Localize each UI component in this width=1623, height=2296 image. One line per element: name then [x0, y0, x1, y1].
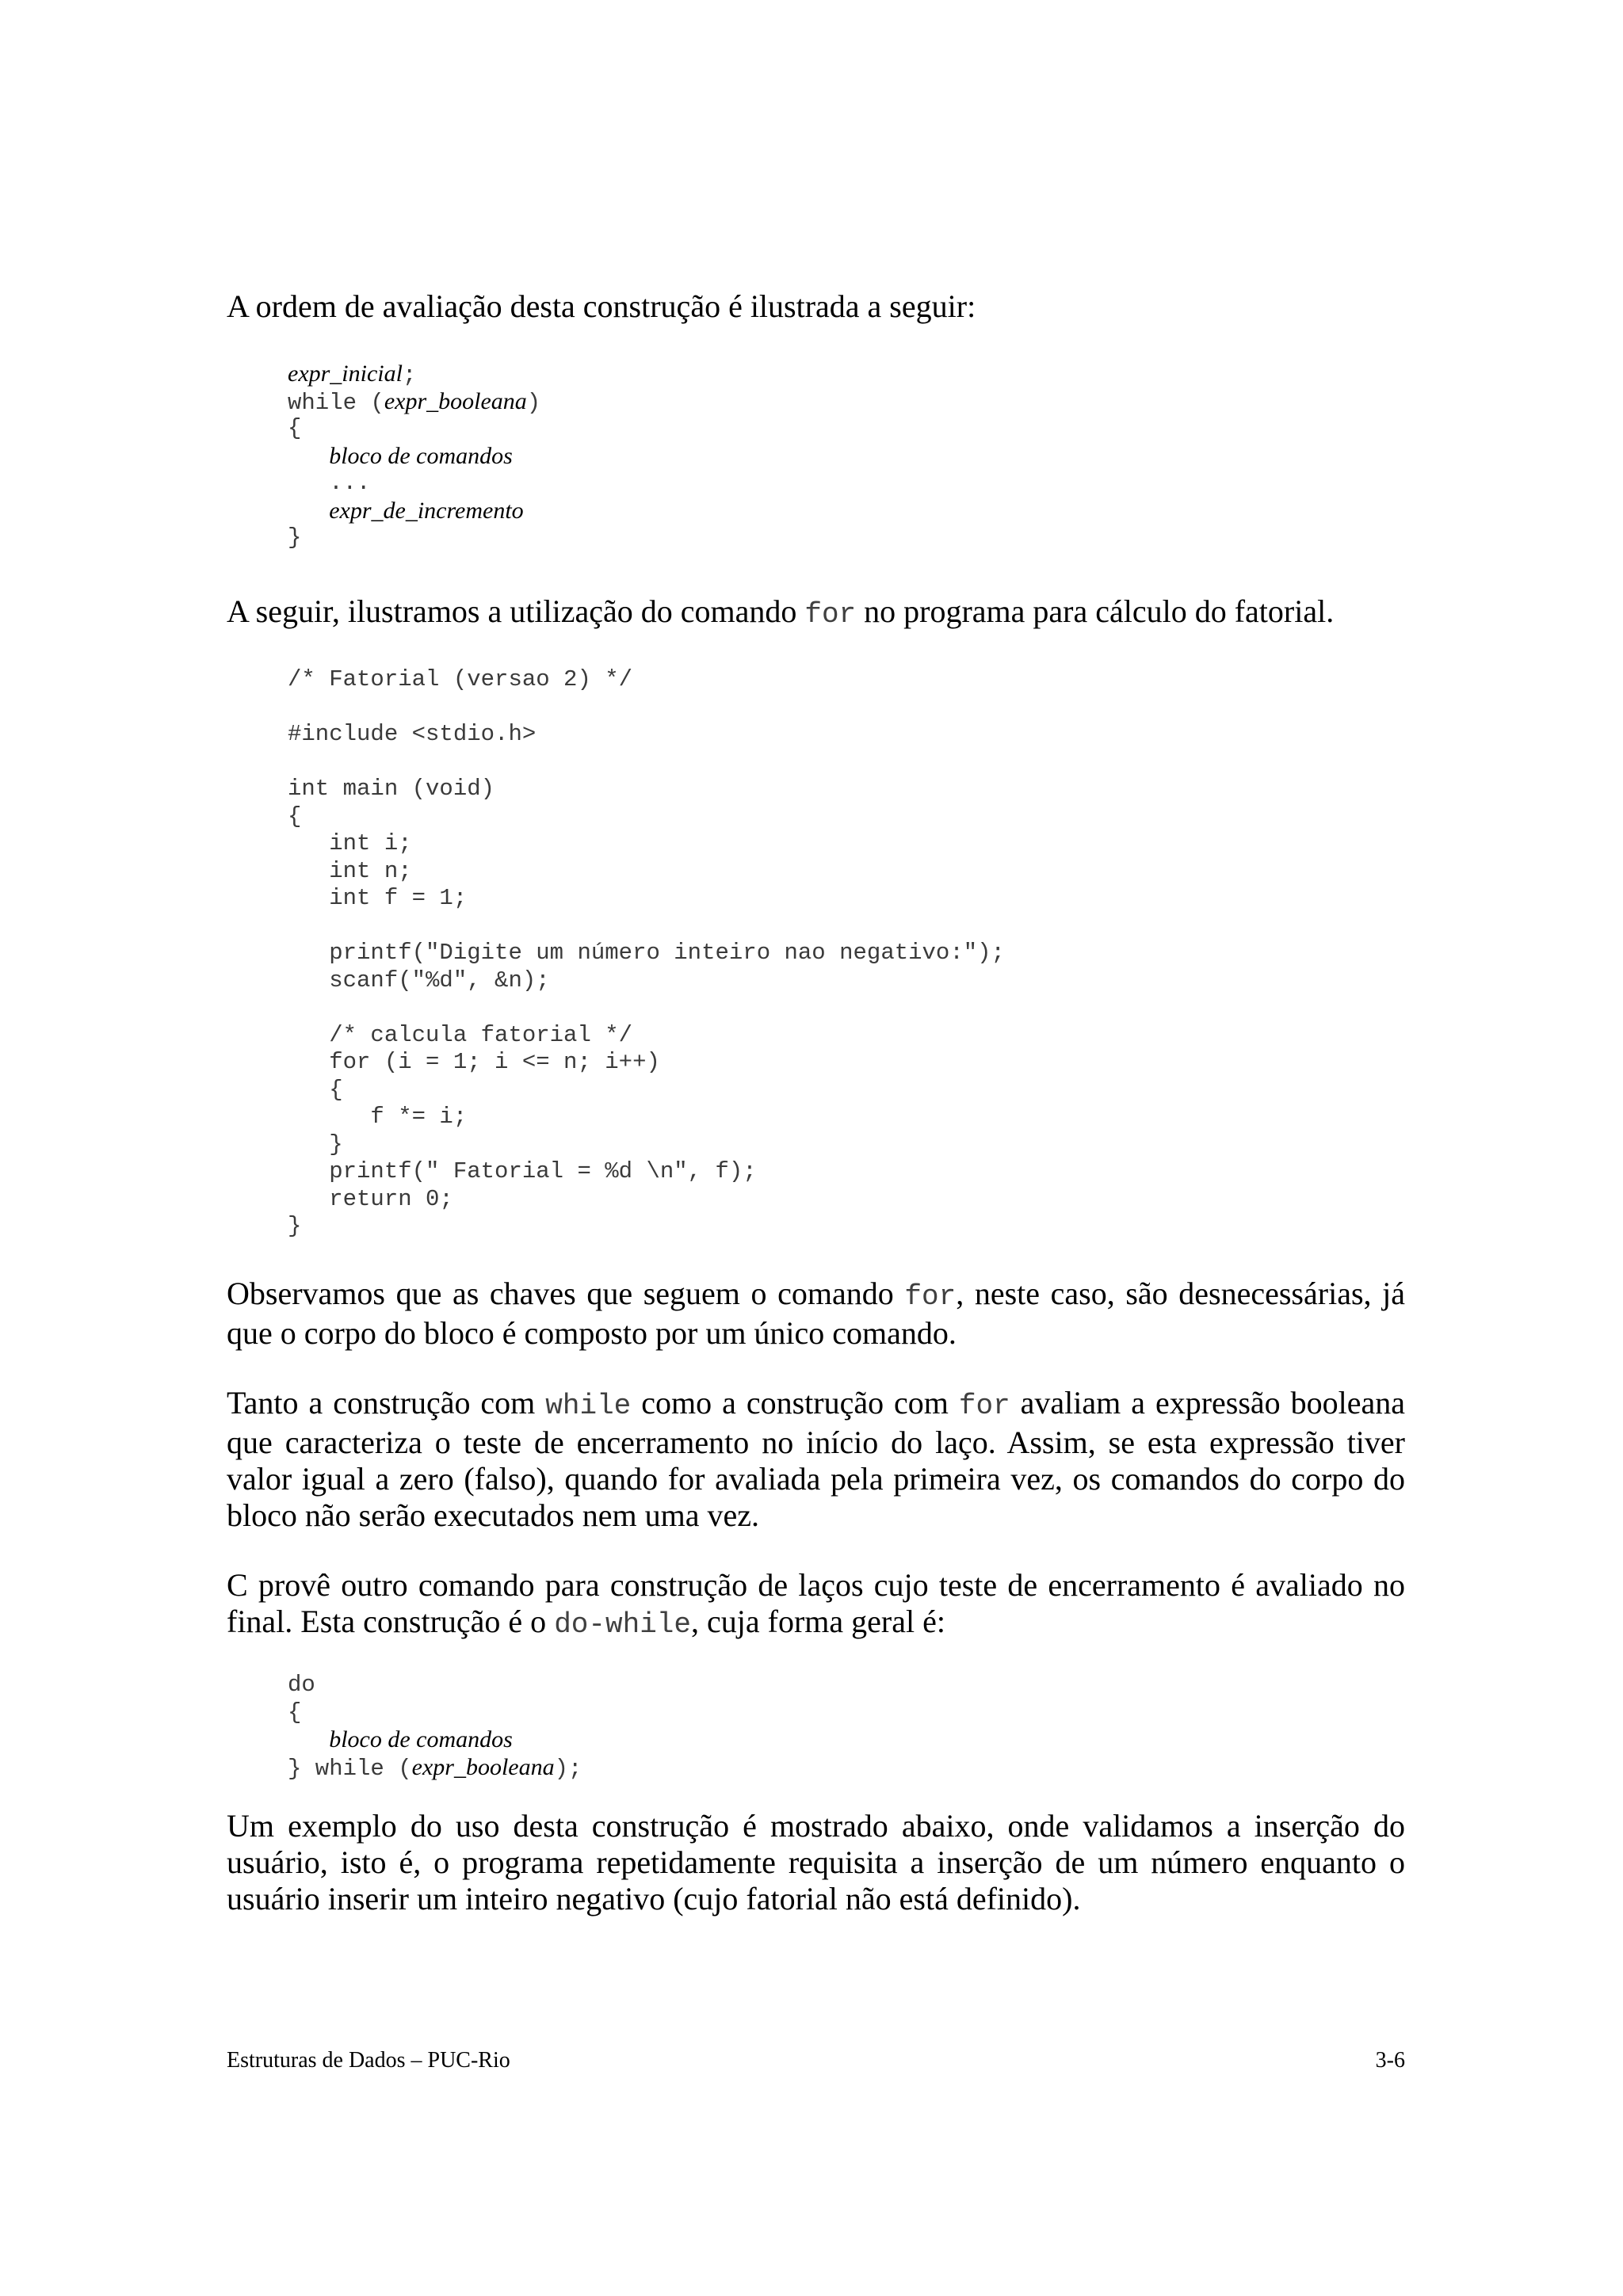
code-line	[288, 694, 1005, 722]
code-text: while (	[288, 389, 384, 416]
text: A seguir, ilustramos a utilização do comando	[227, 593, 805, 629]
code-line: /* Fatorial (versao 2) */	[288, 666, 633, 692]
code-italic: expr_booleana	[384, 387, 527, 414]
code-line	[288, 1726, 582, 1754]
inline-code: for	[958, 1390, 1010, 1422]
text: C provê outro comando para construção de laços cujo teste de encerramento é avaliado no final. Esta construção é o	[227, 1567, 1405, 1639]
code-line	[288, 388, 540, 416]
paragraph-for-intro	[227, 593, 1405, 633]
code-line: do	[288, 1672, 315, 1698]
text: como a construção com	[631, 1385, 959, 1421]
text: , cuja forma geral é:	[691, 1604, 945, 1639]
code-text: ;	[402, 362, 417, 388]
inline-code: while	[545, 1390, 632, 1422]
code-line	[288, 443, 540, 471]
code-italic: bloco de comandos	[329, 442, 513, 469]
code-line	[288, 360, 540, 388]
code-line: }	[288, 1131, 343, 1158]
code-line: {	[288, 1076, 343, 1103]
code-line: printf("Digite um número inteiro nao negativo:");	[288, 940, 1005, 966]
code-line	[288, 470, 540, 498]
inline-code: do-while	[554, 1608, 692, 1641]
code-italic: expr_de_incremento	[329, 497, 524, 524]
code-text: ...	[329, 470, 371, 496]
code-line: for (i = 1; i <= n; i++)	[288, 1049, 660, 1075]
code-line	[288, 498, 540, 525]
paragraph-observation	[227, 1276, 1405, 1352]
code-text: } while (	[288, 1755, 412, 1782]
text: no programa para cálculo do fatorial.	[856, 593, 1335, 629]
code-line: {	[288, 1699, 302, 1726]
text: , neste caso, são desnecessárias, já que o corpo do bloco é composto por um único comando.	[227, 1276, 1405, 1351]
code-italic: expr_booleana	[411, 1753, 555, 1780]
while-general-form	[288, 360, 540, 552]
code-line: }	[288, 1213, 302, 1239]
code-italic: bloco de comandos	[329, 1726, 513, 1753]
code-line: int main (void)	[288, 776, 495, 802]
inline-code: for	[804, 598, 857, 631]
code-line: printf(" Fatorial = %d \n", f);	[288, 1158, 757, 1184]
code-line: #include <stdio.h>	[288, 721, 537, 747]
code-line	[288, 913, 1005, 940]
code-line	[288, 1754, 582, 1782]
text: Observamos que as chaves que seguem o comando	[227, 1276, 905, 1311]
text: Tanto a construção com	[227, 1385, 546, 1421]
paragraph-while-for	[227, 1385, 1405, 1534]
do-while-general-form	[288, 1672, 582, 1781]
code-line: return 0;	[288, 1185, 453, 1212]
code-line: scanf("%d", &n);	[288, 967, 550, 994]
footer-page-number: 3-6	[1375, 2048, 1405, 2073]
code-line: int f = 1;	[288, 885, 468, 911]
code-line: int i;	[288, 830, 412, 856]
fatorial-code-listing	[288, 666, 1005, 1241]
code-text: )	[526, 389, 541, 416]
code-line: {	[288, 415, 302, 441]
code-line	[288, 749, 1005, 776]
code-text: );	[554, 1755, 582, 1782]
code-line: {	[288, 803, 302, 830]
code-line	[288, 994, 1005, 1022]
code-italic: expr_inicial	[288, 360, 403, 387]
footer-course: Estruturas de Dados – PUC-Rio	[227, 2048, 510, 2073]
text: avaliam a expressão booleana que caracteriza o teste de encerramento no início do laço. Assim, se esta expressão tiver valor igual a zero (falso), quando for avaliada pela primeira vez, os comandos do corpo do bloco não serão executados nem uma vez.	[227, 1385, 1406, 1533]
paragraph-example: Um exemplo do uso desta construção é mostrado abaixo, onde validamos a inserção do usuário, isto é, o programa repetidamente requisita a inserção de um número enquanto o usuário inserir um inteiro negativo (cujo fatorial não está definido).	[227, 1808, 1405, 1917]
code-line: int n;	[288, 857, 412, 884]
code-line: f *= i;	[288, 1104, 468, 1130]
inline-code: for	[904, 1280, 957, 1313]
paragraph-do-while	[227, 1567, 1405, 1643]
paragraph-intro: A ordem de avaliação desta construção é ilustrada a seguir:	[227, 288, 976, 324]
code-line: }	[288, 524, 302, 551]
code-line: /* calcula fatorial */	[288, 1021, 633, 1048]
